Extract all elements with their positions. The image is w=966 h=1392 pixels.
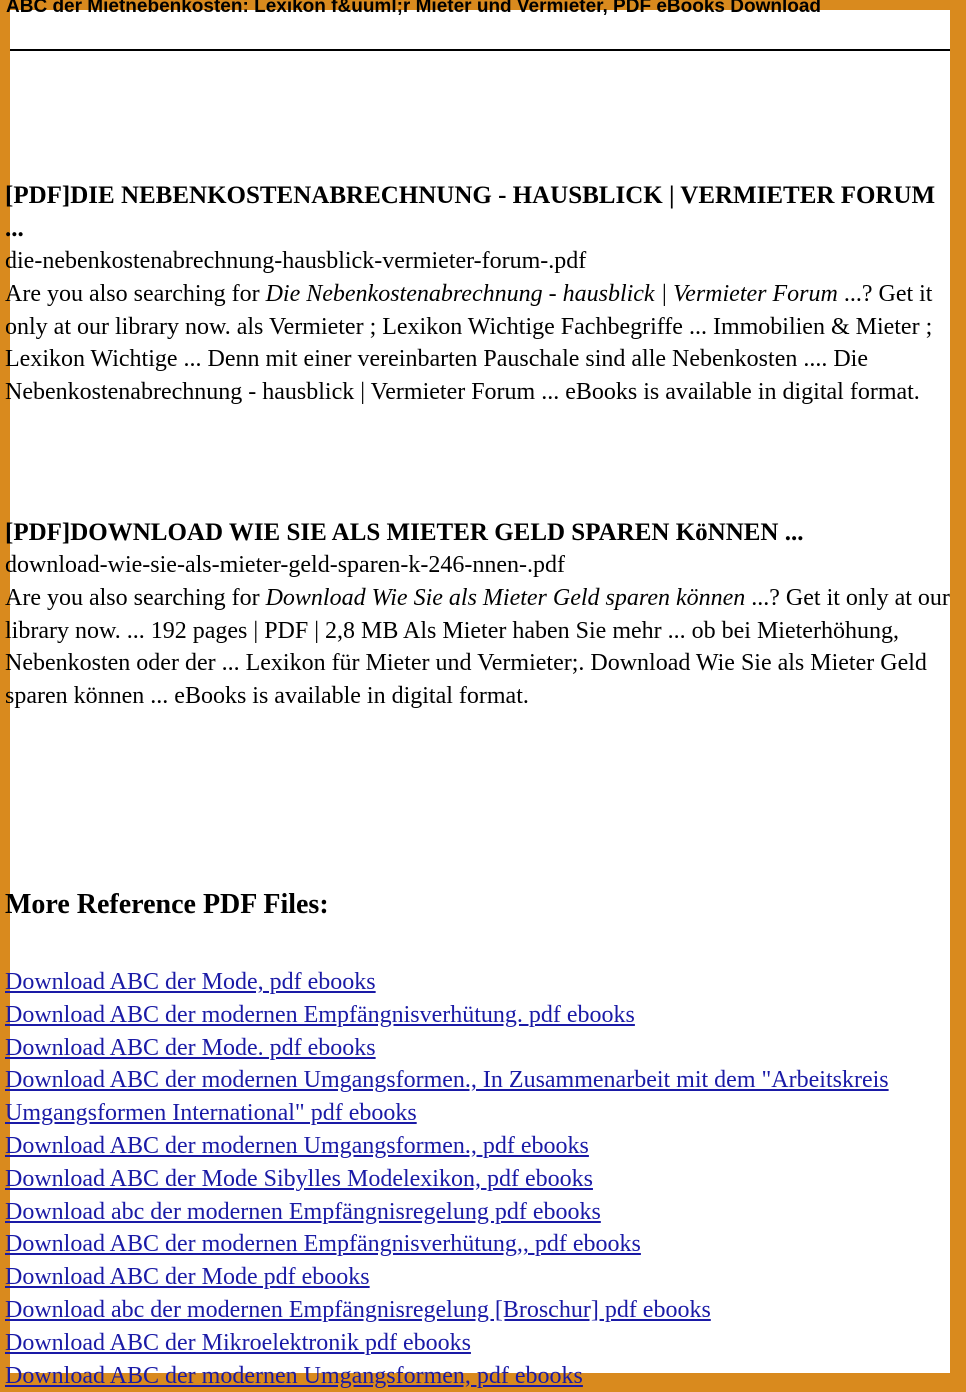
list-item <box>5 1294 953 1327</box>
reference-link[interactable]: Download ABC der modernen Umgangsformen., In Zusammenarbeit mit dem "Arbeitskreis Umgangsformen International" pdf ebooks <box>5 1067 889 1127</box>
result-title[interactable]: [PDF]DIE NEBENKOSTENABRECHNUNG - HAUSBLICK | VERMIETER FORUM ... <box>5 182 936 242</box>
list-item <box>5 1032 953 1065</box>
result-title[interactable]: [PDF]DOWNLOAD WIE SIE ALS MIETER GELD SPAREN KöNNEN ... <box>5 519 804 546</box>
list-item <box>5 999 953 1032</box>
result-description <box>5 582 953 712</box>
list-item <box>5 1130 953 1163</box>
reference-link[interactable]: Download ABC der Mode pdf ebooks <box>5 1264 370 1291</box>
result-filename: die-nebenkostenabrechnung-hausblick-vermieter-forum-.pdf <box>5 248 587 274</box>
result-entry <box>5 179 953 408</box>
reference-link[interactable]: Download ABC der Mode, pdf ebooks <box>5 969 376 995</box>
more-references-heading: More Reference PDF Files: <box>5 889 329 920</box>
result-description <box>5 278 953 408</box>
reference-link[interactable]: Download abc der modernen Empfängnisregelung [Broschur] pdf ebooks <box>5 1296 711 1323</box>
reference-link[interactable]: Download ABC der modernen Empfängnisverhütung,, pdf ebooks <box>5 1231 641 1258</box>
page-frame <box>5 0 950 1389</box>
description-suffix: ...? Get it only at our library now. als Vermieter ; Lexikon Wichtige Fachbegriffe ... Immobilien & Mieter ; Lexikon Wichtige ... Denn mit einer vereinbarten Pauschale sind alle Nebenkosten .... Die Nebenkostenabrechnung - hausblick | Vermieter Forum ... eBooks is available in digital format. <box>5 281 933 405</box>
reference-link[interactable]: Download abc der modernen Empfängnisregelung pdf ebooks <box>5 1198 601 1225</box>
list-item <box>5 1163 953 1196</box>
reference-link[interactable]: Download ABC der modernen Empfängnisverhütung. pdf ebooks <box>5 1001 635 1028</box>
header-divider <box>10 49 950 51</box>
reference-link-list <box>5 966 953 1392</box>
description-italic: Download Wie Sie als Mieter Geld sparen können <box>265 585 746 611</box>
description-suffix: ...? Get it only at our library now. ... 192 pages | PDF | 2,8 MB Als Mieter haben Sie mehr ... ob bei Mieterhöhung, Nebenkosten oder der ... Lexikon für Mieter und Vermieter;. Download Wie Sie als Mieter Geld sparen können ... eBooks is available in digital format. <box>5 585 950 709</box>
result-entry <box>5 516 953 712</box>
list-item <box>5 966 953 999</box>
reference-link[interactable]: Download ABC der Mode Sibylles Modelexikon, pdf ebooks <box>5 1165 593 1192</box>
list-item <box>5 1327 953 1360</box>
description-prefix: Are you also searching for <box>5 585 266 611</box>
list-item <box>5 1064 953 1130</box>
reference-link[interactable]: Download ABC der modernen Umgangsformen., pdf ebooks <box>5 1132 589 1159</box>
result-filename: download-wie-sie-als-mieter-geld-sparen-k-246-nnen-.pdf <box>5 552 565 578</box>
list-item <box>5 1261 953 1294</box>
reference-link[interactable]: Download ABC der modernen Umgangsformen, pdf ebooks <box>5 1362 583 1389</box>
description-prefix: Are you also searching for <box>5 281 266 307</box>
description-italic: Die Nebenkostenabrechnung - hausblick | Vermieter Forum <box>265 281 838 307</box>
list-item <box>5 1360 953 1392</box>
reference-link[interactable]: Download ABC der Mikroelektronik pdf ebooks <box>5 1329 471 1356</box>
list-item <box>5 1196 953 1229</box>
reference-link[interactable]: Download ABC der Mode. pdf ebooks <box>5 1034 376 1061</box>
list-item <box>5 1228 953 1261</box>
page-header-title: ABC der Mietnebenkosten: Lexikon f&uuml;r Mieter und Vermieter, PDF eBooks Download <box>6 0 822 17</box>
